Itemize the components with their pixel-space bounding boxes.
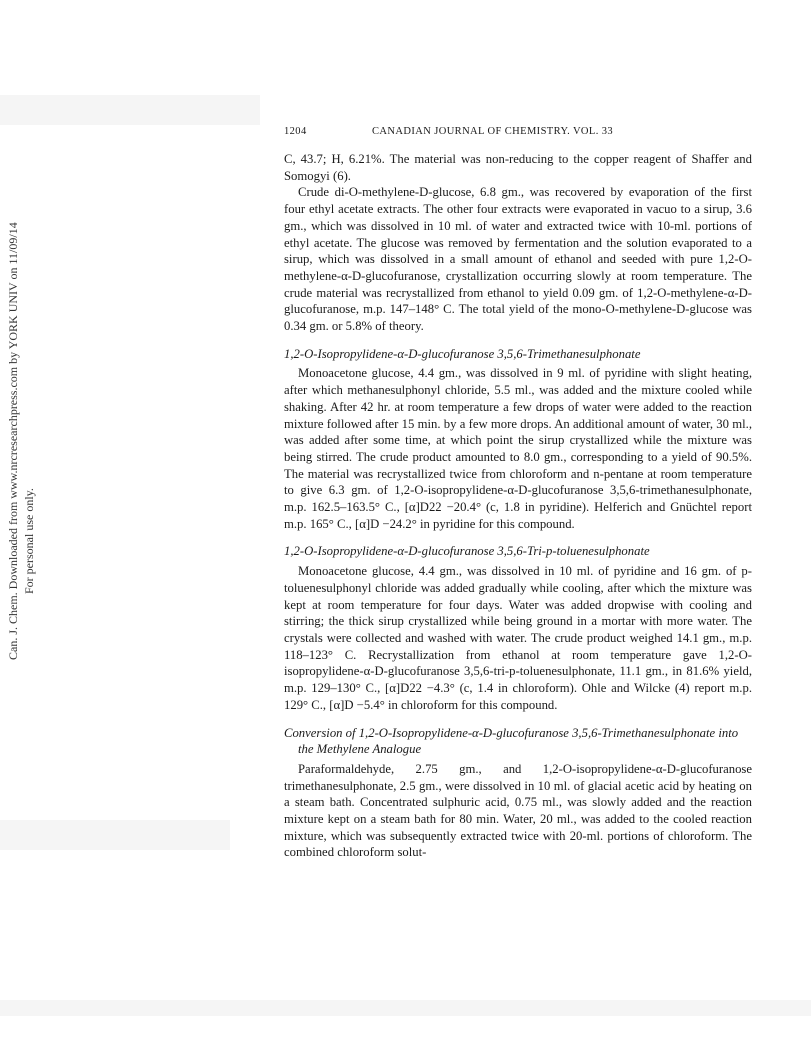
section-heading: 1,2-O-Isopropylidene-α-D-glucofuranose 3,5,6-Trimethanesulphonate bbox=[284, 346, 641, 361]
page-header bbox=[284, 126, 752, 140]
section-heading: 1,2-O-Isopropylidene-α-D-glucofuranose 3,5,6-Tri-p-toluenesulphonate bbox=[284, 544, 650, 559]
paragraph: C, 43.7; H, 6.21%. The material was non-reducing to the copper reagent of Shaffer and Somogyi (6). bbox=[284, 152, 752, 183]
personal-use-notice: For personal use only. bbox=[22, 488, 36, 594]
paragraph: Crude di-O-methylene-D-glucose, 6.8 gm., was recovered by evaporation of the first four ethyl acetate extracts. The other four extracts were evaporated in vacuo to a sirup, 3.6 gm., which was dissolved in 10 ml. of water and extracted twice with 10-ml. portions of ethyl acetate. The glucose was removed by fermentation and the solution evaporated to a sirup, which was dissolved in a small amount of ethanol and seeded with pure 1,2-O-methylene-α-D-glucofuranose, crystallization occurring slowly at room temperature. The crude material was recrystallized from ethanol to yield 0.09 gm. of 1,2-O-methylene-α-D-glucofuranose, m.p. 147–148° C. The total yield of the mono-O-methylene-D-glucose was 0.34 gm. or 5.8% of theory. bbox=[284, 185, 752, 334]
scan-artifact bbox=[0, 1000, 811, 1016]
running-head: CANADIAN JOURNAL OF CHEMISTRY. VOL. 33 bbox=[372, 126, 614, 137]
paragraph: Monoacetone glucose, 4.4 gm., was dissolved in 9 ml. of pyridine with slight heating, after which methanesulphonyl chloride, 5.5 ml., was added and the mixture cooled while shaking. After 42 hr. at room temperature a few drops of water were added to the reaction mixture followed after 15 min. by a few more drops. An additional amount of water, 30 ml., was added after some time, at which point the sirup crystallized while the mixture was being stirred. The crude product amounted to 8.0 gm., corresponding to a yield of 90.5%. The material was recrystallized twice from chloroform and n-pentane at room temperature to give 6.3 gm. of 1,2-O-isopropylidene-α-D-glucofuranose 3,5,6-trimethanesulphonate, m.p. 162.5–163.5° C., [α]D22 −20.4° (c, 1.8 in pyridine). Helferich and Gnüchtel report m.p. 165° C., [α]D −24.2° in pyridine for this compound. bbox=[284, 366, 752, 531]
article-body bbox=[284, 151, 752, 861]
scan-artifact bbox=[0, 95, 260, 125]
paragraph: Paraformaldehyde, 2.75 gm., and 1,2-O-isopropylidene-α-D-glucofuranose trimethanesulphonate, 2.5 gm., were dissolved in 10 ml. of glacial acetic acid by heating on a steam bath. Concentrated sulphuric acid, 0.75 ml., was slowly added and the reaction mixture kept on a steam bath for 80 min. Water, 20 ml., was added to the cooled reaction mixture, which was subsequently extracted twice with 20-ml. portions of chloroform. The combined chloroform solut- bbox=[284, 761, 752, 860]
page-number: 1204 bbox=[284, 126, 307, 137]
paragraph: Monoacetone glucose, 4.4 gm., was dissolved in 10 ml. of pyridine and 16 gm. of p-toluenesulphonyl chloride was added gradually while cooling, after which the mixture was kept at room temperature for four days. Water was added dropwise with cooling and stirring; the thick sirup crystallized while being ground in a mortar with more water. The crystals were collected and washed with water. The crude product weighed 14.1 gm., m.p. 118–123° C. Recrystallization from ethanol at room temperature gave 1,2-O-isopropylidene-α-D-glucofuranose 3,5,6-tri-p-toluenesulphonate, 11.1 gm., in 81.6% yield, m.p. 129–130° C., [α]D22 −4.3° (c, 1.4 in chloroform). Ohle and Wilcke (4) report m.p. 129° C., [α]D −5.4° in chloroform for this compound. bbox=[284, 564, 752, 712]
section-heading: Conversion of 1,2-O-Isopropylidene-α-D-glucofuranose 3,5,6-Trimethanesulphonate into the Methylene Analogue bbox=[284, 725, 739, 757]
scan-artifact bbox=[0, 820, 230, 850]
download-notice: Can. J. Chem. Downloaded from www.nrcresearchpress.com by YORK UNIV on 11/09/14 bbox=[6, 222, 20, 660]
